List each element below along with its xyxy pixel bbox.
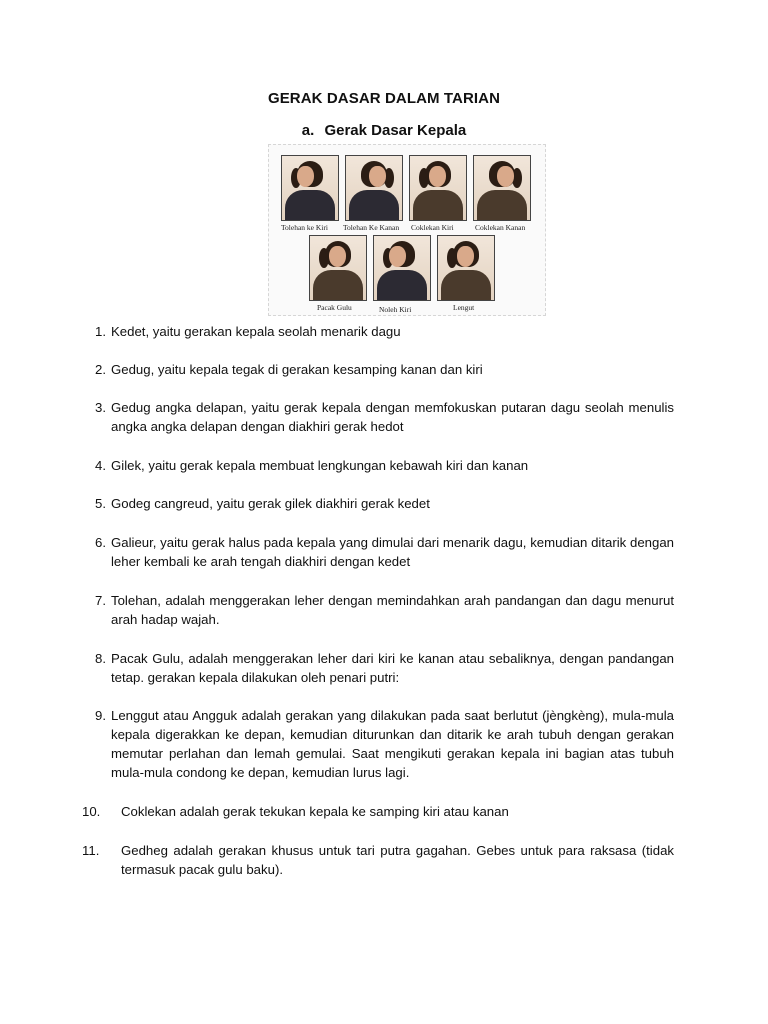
list-number: 1. bbox=[95, 324, 106, 339]
caption-tolehan-kiri: Tolehan ke Kiri bbox=[281, 223, 328, 232]
list-number: 4. bbox=[95, 458, 106, 473]
caption-lengut: Lengut bbox=[453, 303, 475, 312]
list-number: 7. bbox=[95, 593, 106, 608]
list-number: 9. bbox=[95, 708, 106, 723]
caption-tolehan-kanan: Tolehan Ke Kanan bbox=[343, 223, 400, 232]
photo-noleh-kiri bbox=[373, 235, 431, 301]
list-text: Kedet, yaitu gerakan kepala seolah menarik dagu bbox=[111, 324, 401, 339]
list-text: Tolehan, adalah menggerakan leher dengan memindahkan arah pandangan dan dagu menurut arah hadap wajah. bbox=[111, 593, 674, 627]
caption-coklekan-kanan: Coklekan Kanan bbox=[475, 223, 526, 232]
list-text: Gedug angka delapan, yaitu gerak kepala dengan memfokuskan putaran dagu seolah menulis angka angka delapan dengan diakhiri gerak hedot bbox=[111, 400, 674, 434]
caption-coklekan-kiri: Coklekan Kiri bbox=[411, 223, 454, 232]
photo-coklekan-kiri bbox=[409, 155, 467, 221]
list-number: 8. bbox=[95, 651, 106, 666]
photo-coklekan-kanan bbox=[473, 155, 531, 221]
list-text: Coklekan adalah gerak tekukan kepala ke samping kiri atau kanan bbox=[121, 804, 509, 819]
photo-pacak-gulu bbox=[309, 235, 367, 301]
list-number: 2. bbox=[95, 362, 106, 377]
list-text: Lenggut atau Angguk adalah gerakan yang dilakukan pada saat berlutut (jèngkèng), mula-mula kepala digerakkan ke depan, kemudian diturunkan dan ditarik ke arah tubuh dengan gerakan memutar perlahan dan lemah gemulai. Saat mengikuti gerakan kepala ini bagian atas tubuh mula-mula condong ke depan, kemudian lurus lagi. bbox=[111, 708, 674, 780]
list-number: 5. bbox=[95, 496, 106, 511]
photo-tolehan-kanan bbox=[345, 155, 403, 221]
photo-lengut bbox=[437, 235, 495, 301]
section-letter: a. bbox=[301, 122, 315, 139]
section-subtitle-text: Gerak Dasar Kepala bbox=[324, 122, 467, 139]
list-number: 11. bbox=[82, 843, 100, 858]
photo-tolehan-kiri bbox=[281, 155, 339, 221]
list-number: 10. bbox=[82, 804, 101, 819]
caption-noleh-kiri: Noleh Kiri bbox=[379, 305, 412, 314]
head-movement-photo-collage bbox=[268, 144, 546, 316]
list-text: Pacak Gulu, adalah menggerakan leher dari kiri ke kanan atau sebaliknya, dengan pandangan tetap. gerakan kepala dilakukan oleh penari putri: bbox=[111, 651, 674, 685]
list-text: Galieur, yaitu gerak halus pada kepala yang dimulai dari menarik dagu, kemudian ditarik dengan leher kembali ke arah tengah diakhiri dengan kedet bbox=[111, 535, 674, 569]
page-title: GERAK DASAR DALAM TARIAN bbox=[267, 90, 501, 107]
list-text: Gedug, yaitu kepala tegak di gerakan kesamping kanan dan kiri bbox=[111, 362, 483, 377]
list-text: Gilek, yaitu gerak kepala membuat lengkungan kebawah kiri dan kanan bbox=[111, 458, 529, 473]
section-subtitle bbox=[0, 122, 768, 139]
list-number: 6. bbox=[95, 535, 106, 550]
list-text: Gedheg adalah gerakan khusus untuk tari putra gagahan. Gebes untuk para raksasa (tidak termasuk pacak gulu baku). bbox=[121, 843, 674, 877]
list-number: 3. bbox=[95, 400, 106, 415]
caption-pacak-gulu: Pacak Gulu bbox=[317, 303, 352, 312]
list-text: Godeg cangreud, yaitu gerak gilek diakhiri gerak kedet bbox=[111, 496, 430, 511]
